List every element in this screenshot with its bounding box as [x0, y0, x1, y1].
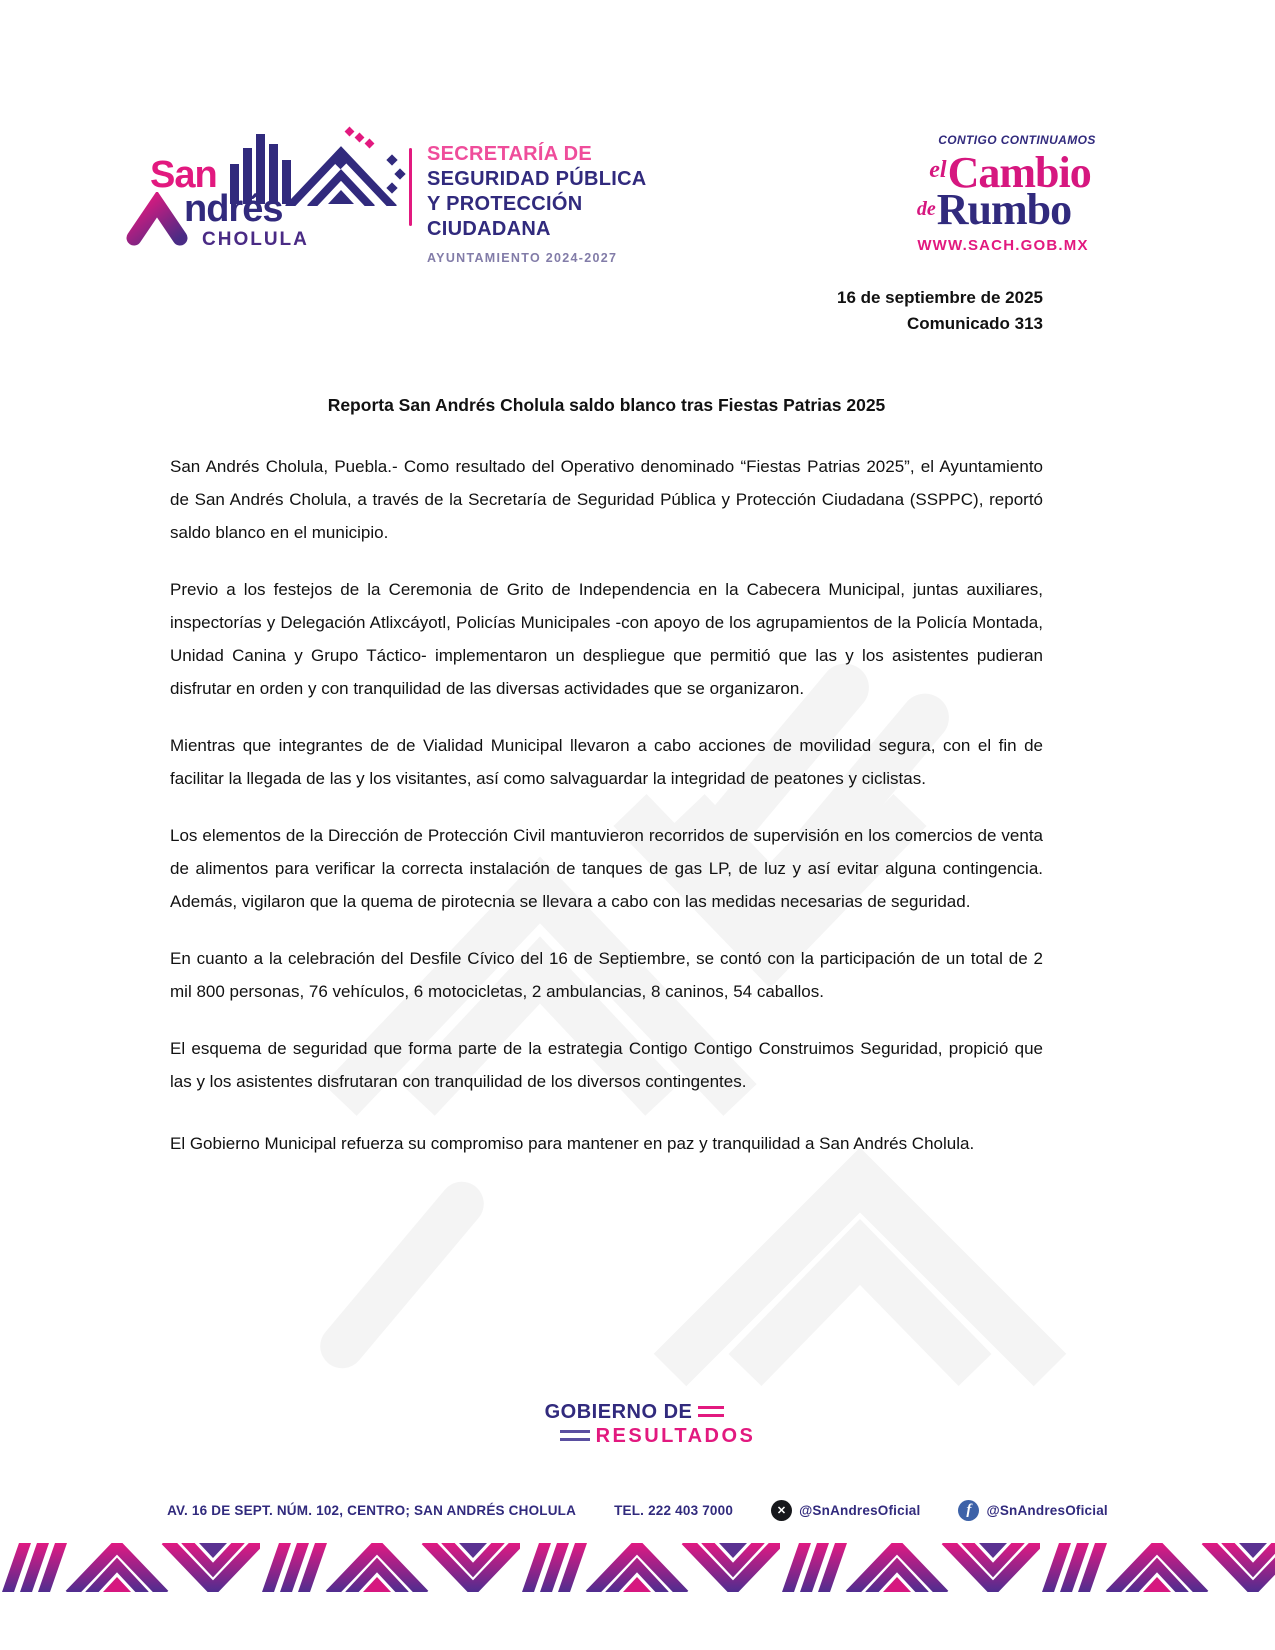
facebook-social: [958, 1500, 1107, 1521]
san-andres-cholula-logo: [140, 126, 410, 252]
lines-icon: [698, 1406, 724, 1419]
logo-word-san: San: [150, 154, 217, 196]
paragraph: En cuanto a la celebración del Desfile Cívico del 16 de Septiembre, se contó con la participación de un total de 2 mil 800 personas, 76 vehículos, 6 motocicletas, 2 ambulancias, 8 caninos, 54 caballos.: [170, 949, 1043, 1001]
secretaria-line: CIUDADANA: [427, 218, 551, 240]
address-text: AV. 16 DE SEPT. NÚM. 102, CENTRO; SAN ANDRÉS CHOLULA: [167, 1503, 577, 1518]
x-social: [771, 1500, 920, 1521]
date-line: 16 de septiembre de 2025: [836, 288, 1043, 307]
facebook-icon: f: [958, 1500, 979, 1521]
paragraph: El Gobierno Municipal refuerza su compromiso para mantener en paz y tranquilidad a San Andrés Cholula.: [170, 1134, 975, 1153]
phone-text: TEL. 222 403 7000: [614, 1503, 734, 1518]
logo-word-cambio: Cambio: [947, 148, 1091, 197]
lines-icon: [560, 1430, 590, 1443]
headline: Reporta San Andrés Cholula saldo blanco tras Fiestas Patrias 2025: [327, 395, 886, 415]
gobierno-de-text: GOBIERNO DE: [544, 1401, 693, 1423]
resultados-text: RESULTADOS: [595, 1425, 756, 1447]
comunicado-number: Comunicado 313: [906, 314, 1043, 333]
secretaria-line: SECRETARÍA DE: [427, 143, 593, 165]
x-handle: @SnAndresOficial: [799, 1503, 921, 1518]
logo-tagline: CONTIGO CONTINUAMOS: [938, 133, 1096, 147]
paragraph: Los elementos de la Dirección de Protección Civil mantuvieron recorridos de supervisión en los comercios de venta de alimentos para verificar la correcta instalación de tanques de gas LP, de luz y así evitar alguna contingencia. Además, vigilaron que la quema de pirotecnia se llevara a cabo con las medidas necesarias de seguridad.: [170, 826, 1043, 911]
facebook-handle: @SnAndresOficial: [986, 1503, 1108, 1518]
paragraph: Mientras que integrantes de de Vialidad Municipal llevaron a cabo acciones de movilidad segura, con el fin de facilitar la llegada de las y los visitantes, así como salvaguardar la integridad de peatones y ciclistas.: [170, 736, 1043, 788]
footer-contact-row: [0, 1500, 1275, 1521]
logo-word-de: de: [916, 198, 936, 220]
paragraphs: [170, 450, 1043, 1166]
logo-word-el: el: [929, 157, 947, 183]
paragraph: San Andrés Cholula, Puebla.- Como resultado del Operativo denominado “Fiestas Patrias 2025”, el Ayuntamiento de San Andrés Cholula, a través de la Secretaría de Seguridad Pública y Protección Ciudadana (SSPPC), reportó saldo blanco en el municipio.: [170, 457, 1043, 542]
stylized-a-icon: [126, 192, 188, 246]
logo-word-ndres: ndrés: [184, 188, 283, 230]
logo-word-cholula: CHOLULA: [202, 229, 309, 250]
ayuntamiento-line: AYUNTAMIENTO 2024-2027: [427, 251, 618, 265]
secretaria-line: SEGURIDAD PÚBLICA: [427, 168, 647, 190]
logo-word-rumbo: Rumbo: [936, 185, 1072, 234]
meta-block: [170, 285, 1043, 337]
paragraph: Previo a los festejos de la Ceremonia de Grito de Independencia en la Cabecera Municipal, juntas auxiliares, inspectorías y Delegación Atlixcáyotl, Policías Municipales -con apoyo de los agrupamientos de la Policía Montada, Unidad Canina y Grupo Táctico- implementaron un despliegue que permitió que las y los asistentes pudieran disfrutar en orden y con tranquilidad de las diversas actividades que se organizaron.: [170, 580, 1043, 698]
x-icon: ✕: [771, 1500, 792, 1521]
secretaria-line: Y PROTECCIÓN: [427, 193, 583, 215]
logo-divider: [409, 148, 412, 226]
document-body: [170, 285, 1043, 1190]
secretaria-block: [427, 142, 647, 271]
website-url: WWW.SACH.GOB.MX: [917, 237, 1089, 254]
gobierno-de-resultados-logo: [0, 1400, 1275, 1448]
paragraph: El esquema de seguridad que forma parte de la estrategia Contigo Contigo Construimos Seguridad, propició que las y los asistentes disfrutaran con tranquilidad de los diversos contingentes.: [170, 1039, 1043, 1091]
aztec-border: [0, 1543, 1275, 1592]
cambio-de-rumbo-logo: [878, 133, 1128, 254]
